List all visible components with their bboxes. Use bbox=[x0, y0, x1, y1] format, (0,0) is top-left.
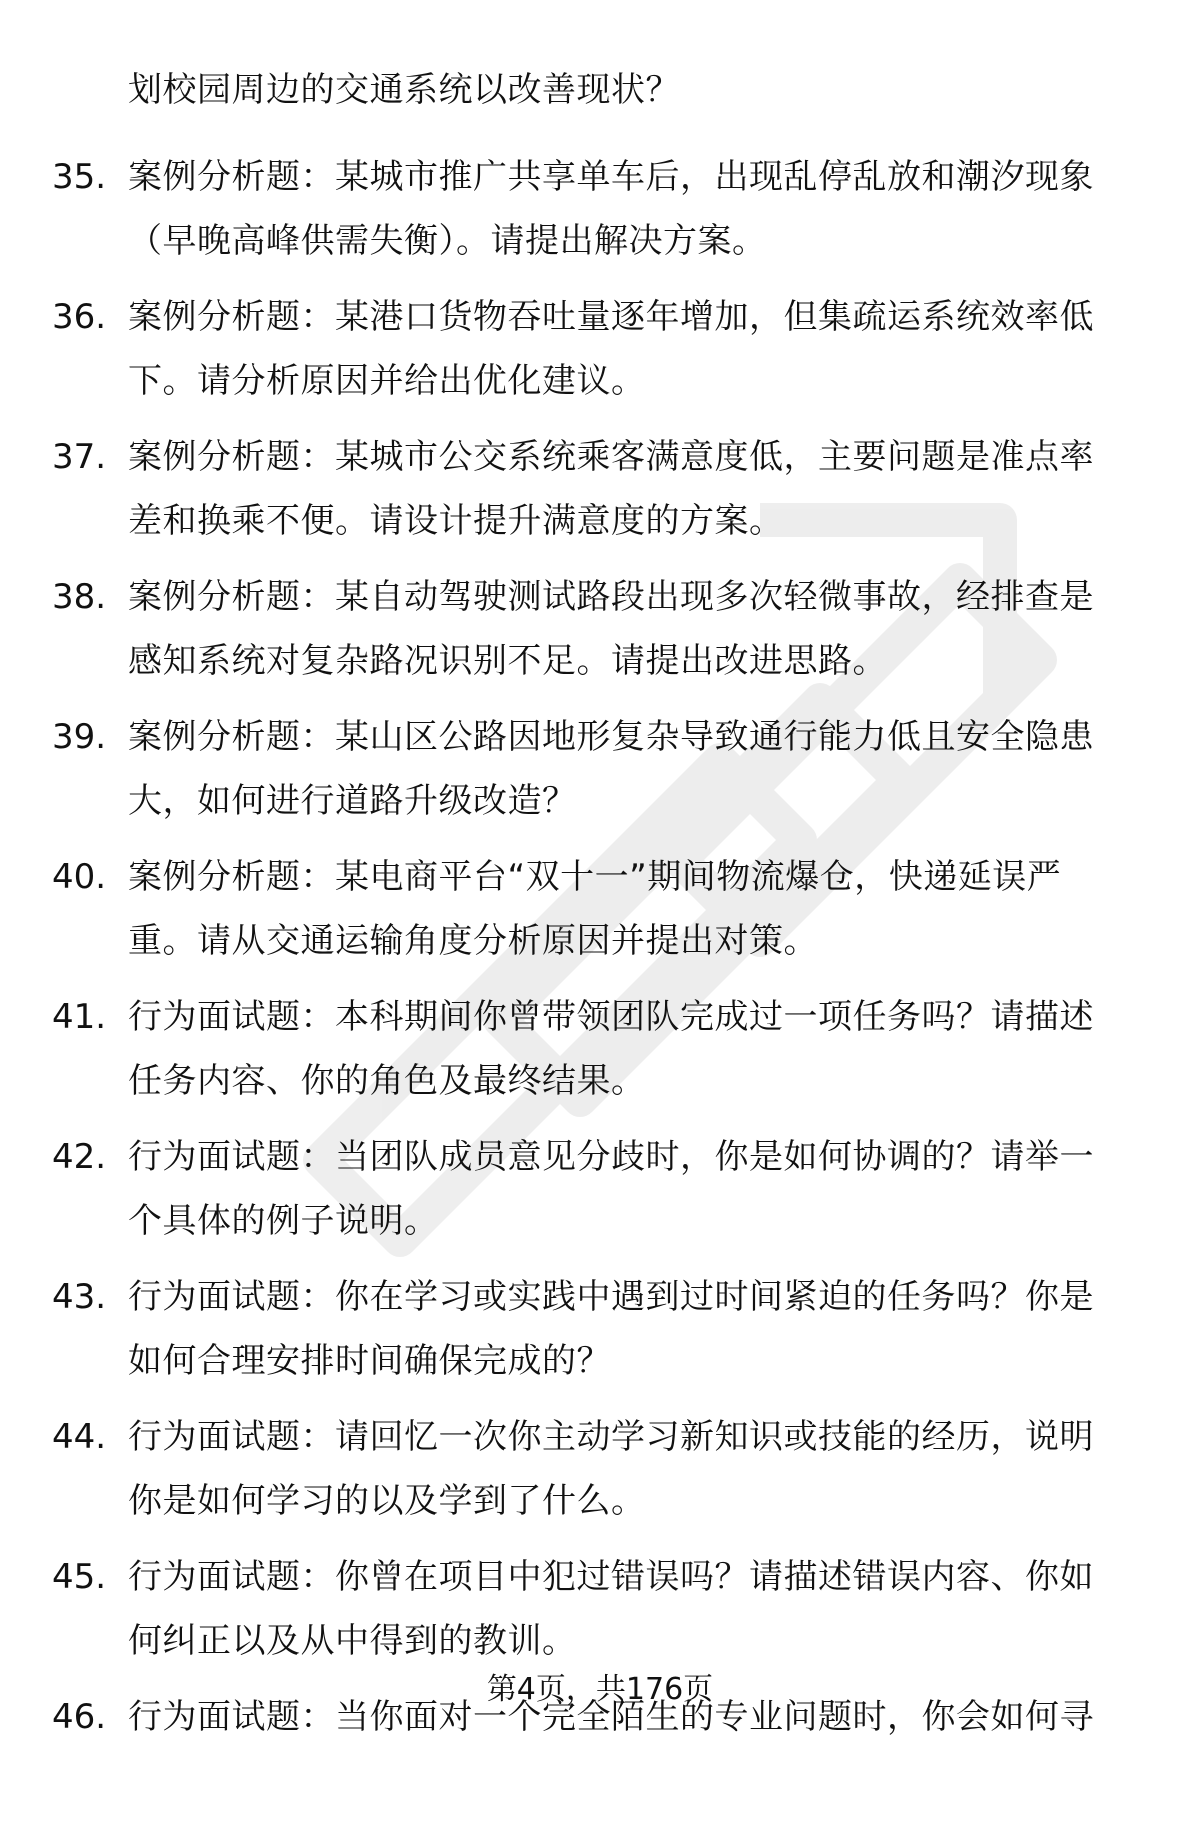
question-line: 差和换乘不便。请设计提升满意度的方案。 bbox=[128, 501, 784, 541]
question-number: 45. bbox=[52, 1557, 107, 1597]
question-text bbox=[128, 1405, 1144, 1533]
question-line: 个具体的例子说明。 bbox=[128, 1201, 439, 1241]
question-text bbox=[128, 1125, 1144, 1253]
question-text bbox=[128, 565, 1144, 693]
question-number: 39. bbox=[52, 717, 107, 757]
question-line: 行为面试题：本科期间你曾带领团队完成过一项任务吗？请描述 bbox=[128, 997, 1094, 1037]
question-number: 46. bbox=[52, 1697, 107, 1737]
question-number: 36. bbox=[52, 297, 107, 337]
question-number: 35. bbox=[52, 157, 107, 197]
question-text bbox=[128, 1265, 1144, 1393]
question-item bbox=[0, 1545, 1200, 1685]
question-text bbox=[128, 285, 1144, 413]
question-line: 案例分析题：某港口货物吞吐量逐年增加，但集疏运系统效率低 bbox=[128, 297, 1094, 337]
question-number: 38. bbox=[52, 577, 107, 617]
question-list bbox=[0, 145, 1200, 1825]
question-number: 42. bbox=[52, 1137, 107, 1177]
question-line: 案例分析题：某城市公交系统乘客满意度低，主要问题是准点率 bbox=[128, 437, 1094, 477]
question-line: 如何合理安排时间确保完成的？ bbox=[128, 1341, 611, 1381]
question-line: 行为面试题：当你面对一个完全陌生的专业问题时，你会如何寻 bbox=[128, 1697, 1094, 1737]
question-line: 案例分析题：某自动驾驶测试路段出现多次轻微事故，经排查是 bbox=[128, 577, 1094, 617]
question-line: 案例分析题：某山区公路因地形复杂导致通行能力低且安全隐患 bbox=[128, 717, 1094, 757]
question-item bbox=[0, 705, 1200, 845]
question-number: 44. bbox=[52, 1417, 107, 1457]
question-line: 行为面试题：你在学习或实践中遇到过时间紧迫的任务吗？你是 bbox=[128, 1277, 1094, 1317]
question-item bbox=[0, 1125, 1200, 1265]
question-line: 任务内容、你的角色及最终结果。 bbox=[128, 1061, 646, 1101]
question-line: 案例分析题：某电商平台“双十一”期间物流爆仓，快递延误严 bbox=[128, 857, 1062, 897]
question-line: 感知系统对复杂路况识别不足。请提出改进思路。 bbox=[128, 641, 887, 681]
question-line: （早晚高峰供需失衡）。请提出解决方案。 bbox=[128, 221, 767, 261]
question-text bbox=[128, 705, 1144, 833]
question-item bbox=[0, 1405, 1200, 1545]
question-text bbox=[128, 425, 1144, 553]
continuation-text: 划校园周边的交通系统以改善现状？ bbox=[128, 70, 680, 110]
question-number: 37. bbox=[52, 437, 107, 477]
question-text bbox=[128, 845, 1144, 973]
question-item bbox=[0, 1265, 1200, 1405]
question-line: 何纠正以及从中得到的教训。 bbox=[128, 1621, 577, 1661]
question-item bbox=[0, 285, 1200, 425]
question-line: 行为面试题：当团队成员意见分歧时，你是如何协调的？请举一 bbox=[128, 1137, 1094, 1177]
question-item bbox=[0, 845, 1200, 985]
question-text bbox=[128, 145, 1144, 273]
question-line: 行为面试题：你曾在项目中犯过错误吗？请描述错误内容、你如 bbox=[128, 1557, 1094, 1597]
question-line: 行为面试题：请回忆一次你主动学习新知识或技能的经历，说明 bbox=[128, 1417, 1094, 1457]
question-line: 下。请分析原因并给出优化建议。 bbox=[128, 361, 646, 401]
question-item bbox=[0, 425, 1200, 565]
page-footer: 第4页，共176页 bbox=[486, 1672, 714, 1707]
question-line: 你是如何学习的以及学到了什么。 bbox=[128, 1481, 646, 1521]
question-line: 大，如何进行道路升级改造？ bbox=[128, 781, 577, 821]
question-number: 40. bbox=[52, 857, 107, 897]
question-text bbox=[128, 1545, 1144, 1673]
question-number: 41. bbox=[52, 997, 107, 1037]
question-text bbox=[128, 985, 1144, 1113]
question-item bbox=[0, 565, 1200, 705]
question-number: 43. bbox=[52, 1277, 107, 1317]
question-item bbox=[0, 145, 1200, 285]
question-item bbox=[0, 985, 1200, 1125]
question-line: 案例分析题：某城市推广共享单车后，出现乱停乱放和潮汐现象 bbox=[128, 157, 1094, 197]
question-line: 重。请从交通运输角度分析原因并提出对策。 bbox=[128, 921, 818, 961]
